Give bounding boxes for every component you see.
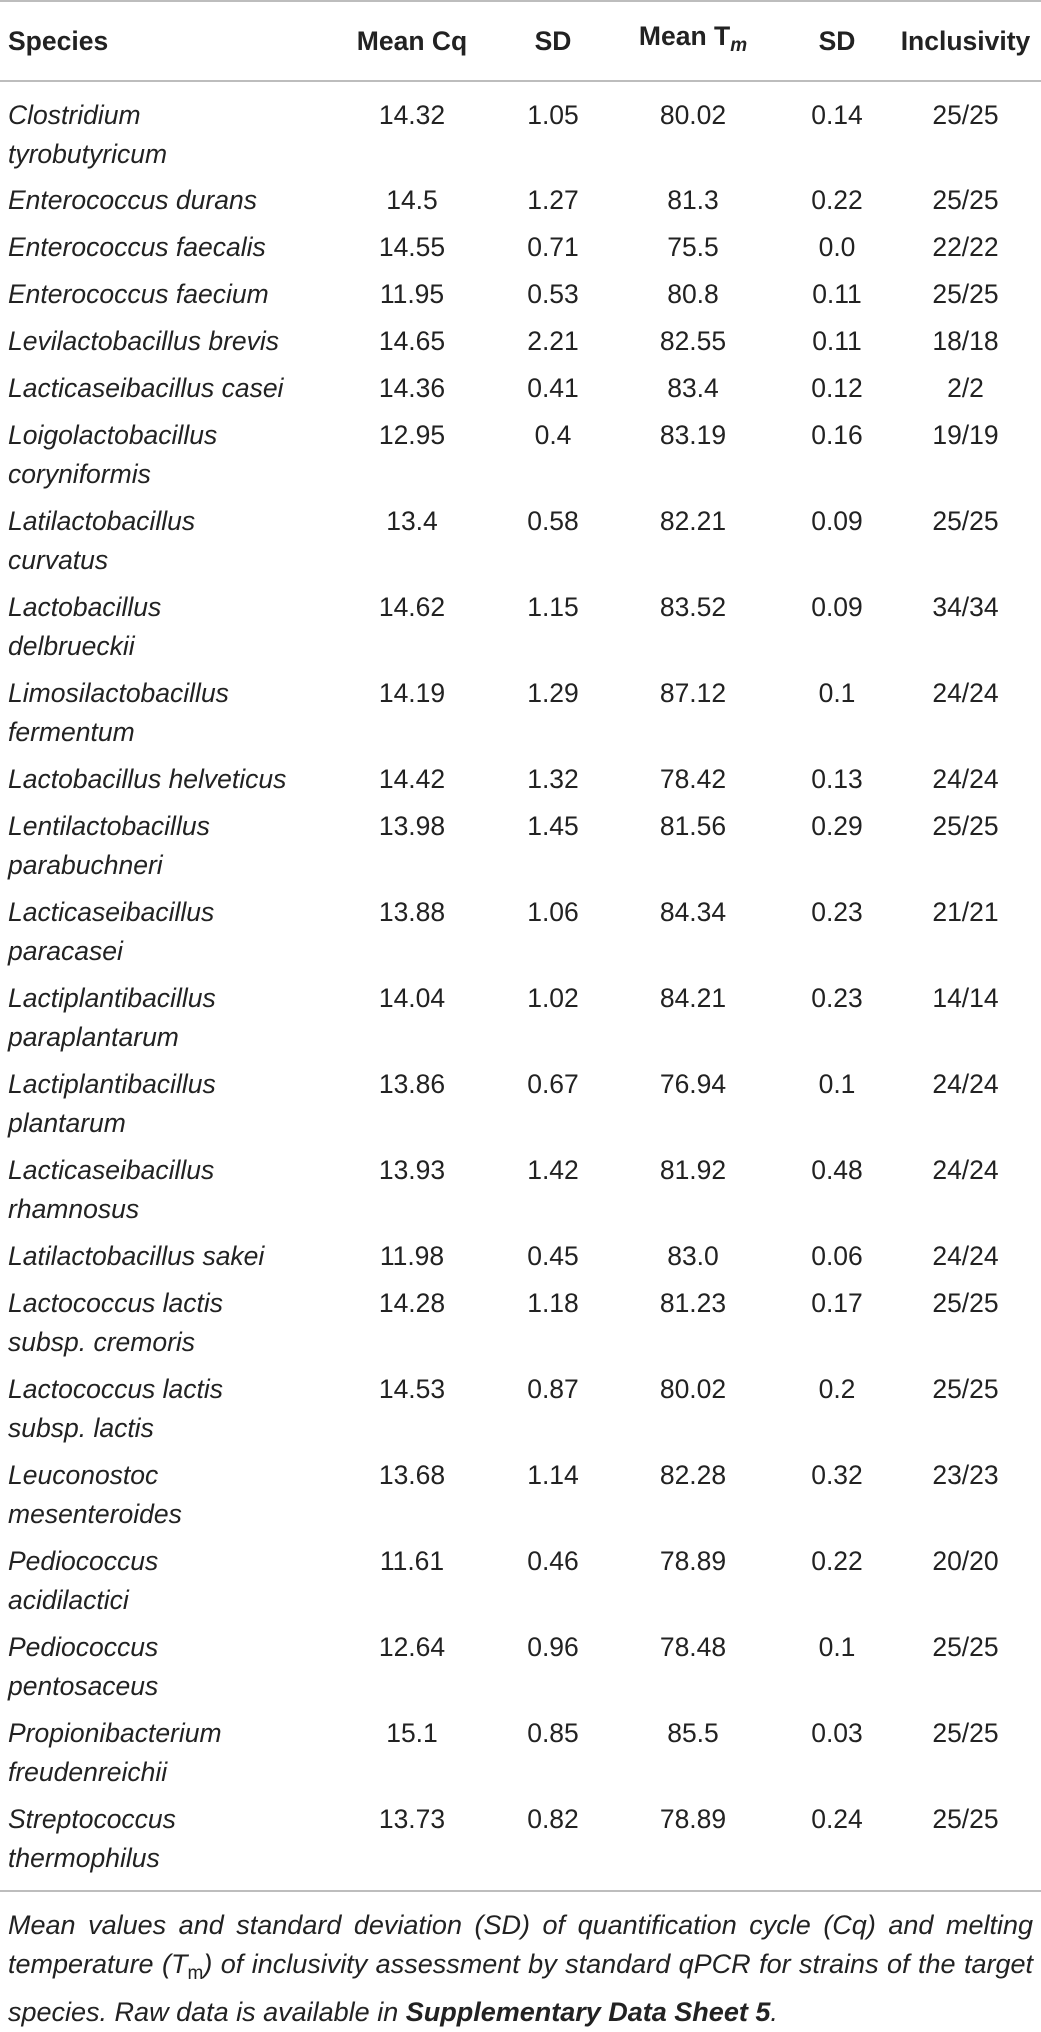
cell-inclusivity: 25/25 — [932, 506, 999, 536]
species-name-line2: subsp. lactis — [8, 1413, 154, 1443]
cell-sd-tm: 0.11 — [812, 279, 862, 309]
cell-inclusivity: 25/25 — [932, 1632, 999, 1662]
cell-species — [0, 1538, 320, 1624]
species-name-line1: Loigolactobacillus — [8, 420, 218, 450]
cell-mean-cq: 14.28 — [378, 1288, 446, 1318]
cell-species — [0, 756, 320, 803]
cell-mean-cq: 11.95 — [379, 279, 445, 309]
table-row — [0, 1452, 1041, 1538]
cell-mean-cq: 13.86 — [378, 1069, 446, 1099]
cell-species — [0, 1280, 320, 1366]
species-name-line1: Clostridium — [8, 100, 141, 130]
cell-sd-tm: 0.23 — [811, 897, 863, 927]
cell-species — [0, 1624, 320, 1710]
header-mean-tm-subscript: m — [730, 35, 748, 56]
cell-sd-tm: 0.1 — [818, 678, 856, 708]
header-mean-cq: Mean Cq — [320, 1, 504, 81]
cell-inclusivity: 25/25 — [932, 1718, 999, 1748]
cell-mean-cq: 15.1 — [386, 1718, 438, 1748]
cell-mean-cq: 14.5 — [386, 185, 438, 215]
table-row — [0, 81, 1041, 177]
cell-species — [0, 224, 320, 271]
cell-species — [0, 889, 320, 975]
cell-inclusivity: 19/19 — [932, 420, 999, 450]
species-name-line2: fermentum — [8, 717, 135, 747]
cell-mean-cq: 14.32 — [378, 100, 446, 130]
cell-sd-cq: 0.82 — [527, 1804, 579, 1834]
cell-inclusivity: 22/22 — [932, 232, 999, 262]
species-name-line1: Propionibacterium — [8, 1718, 222, 1748]
cell-inclusivity: 2/2 — [947, 373, 984, 403]
cell-inclusivity: 25/25 — [932, 1288, 999, 1318]
species-name-line1: Limosilactobacillus — [8, 678, 229, 708]
cell-inclusivity: 24/24 — [932, 1155, 999, 1185]
cell-sd-cq: 1.06 — [527, 897, 579, 927]
cell-sd-tm: 0.48 — [811, 1155, 863, 1185]
species-name-line2: rhamnosus — [8, 1194, 140, 1224]
cell-mean-cq: 14.36 — [378, 373, 446, 403]
cell-sd-tm: 0.1 — [818, 1632, 856, 1662]
cell-sd-tm: 0.22 — [811, 185, 863, 215]
footnote-subscript: m — [187, 1963, 204, 1984]
cell-mean-tm: 78.42 — [659, 764, 727, 794]
cell-mean-tm: 83.52 — [659, 592, 727, 622]
cell-inclusivity: 14/14 — [932, 983, 999, 1013]
species-name-line1: Latilactobacillus sakei — [8, 1241, 265, 1271]
species-name-line2: thermophilus — [8, 1843, 160, 1873]
cell-species — [0, 1061, 320, 1147]
species-name-line1: Enterococcus durans — [8, 185, 257, 215]
cell-sd-tm: 0.09 — [811, 592, 863, 622]
cell-mean-cq: 13.73 — [378, 1804, 446, 1834]
cell-mean-cq: 14.19 — [378, 678, 446, 708]
species-name-line2: tyrobutyricum — [8, 139, 168, 169]
cell-sd-tm: 0.13 — [811, 764, 863, 794]
cell-species — [0, 1147, 320, 1233]
cell-species — [0, 318, 320, 365]
cell-sd-tm: 0.29 — [811, 811, 863, 841]
cell-inclusivity: 24/24 — [932, 1241, 999, 1271]
cell-mean-cq: 13.93 — [378, 1155, 446, 1185]
table-row — [0, 412, 1041, 498]
cell-species — [0, 1710, 320, 1796]
cell-mean-tm: 82.55 — [659, 326, 727, 356]
cell-mean-tm: 80.8 — [667, 279, 719, 309]
species-name-line1: Lacticaseibacillus — [8, 1155, 215, 1185]
cell-mean-tm: 81.92 — [659, 1155, 727, 1185]
cell-species — [0, 975, 320, 1061]
species-name-line2: freudenreichii — [8, 1757, 168, 1787]
table-row — [0, 1366, 1041, 1452]
cell-sd-cq: 0.96 — [527, 1632, 579, 1662]
cell-sd-cq: 1.45 — [527, 811, 579, 841]
cell-sd-cq: 1.29 — [527, 678, 579, 708]
footnote-text-2: ) of inclusivity assessment by standard qPCR for strains of the target species. Raw data is available in — [8, 1949, 1033, 2027]
cell-sd-cq: 2.21 — [527, 326, 579, 356]
table-row — [0, 1624, 1041, 1710]
cell-species — [0, 670, 320, 756]
cell-mean-tm: 84.34 — [659, 897, 727, 927]
cell-inclusivity: 25/25 — [932, 1374, 999, 1404]
species-name-line1: Lactobacillus — [8, 592, 162, 622]
table-header — [0, 1, 1041, 81]
table-footnote — [0, 1890, 1041, 2032]
cell-mean-cq: 14.42 — [378, 764, 446, 794]
species-name-line2: pentosaceus — [8, 1671, 159, 1701]
table-row — [0, 224, 1041, 271]
cell-mean-cq: 14.53 — [378, 1374, 446, 1404]
table-row — [0, 889, 1041, 975]
species-name-line1: Enterococcus faecium — [8, 279, 269, 309]
cell-sd-tm: 0.11 — [812, 326, 862, 356]
cell-mean-tm: 83.0 — [667, 1241, 719, 1271]
cell-mean-tm: 78.89 — [659, 1804, 727, 1834]
cell-inclusivity: 25/25 — [932, 100, 999, 130]
cell-sd-tm: 0.2 — [818, 1374, 856, 1404]
table-row — [0, 584, 1041, 670]
species-name-line1: Lactococcus lactis — [8, 1288, 224, 1318]
cell-mean-tm: 76.94 — [659, 1069, 727, 1099]
species-name-line2: coryniformis — [8, 459, 151, 489]
cell-species — [0, 1452, 320, 1538]
table-row — [0, 318, 1041, 365]
cell-mean-tm: 85.5 — [667, 1718, 719, 1748]
cell-species — [0, 584, 320, 670]
species-name-line2: delbrueckii — [8, 631, 135, 661]
cell-mean-tm: 82.21 — [659, 506, 727, 536]
species-name-line1: Streptococcus — [8, 1804, 176, 1834]
table-row — [0, 498, 1041, 584]
cell-sd-tm: 0.23 — [811, 983, 863, 1013]
cell-species — [0, 177, 320, 224]
table-row — [0, 1710, 1041, 1796]
species-name-line1: Leuconostoc — [8, 1460, 159, 1490]
cell-inclusivity: 18/18 — [932, 326, 999, 356]
cell-sd-tm: 0.09 — [811, 506, 863, 536]
species-name-line1: Latilactobacillus — [8, 506, 196, 536]
cell-mean-cq: 13.98 — [378, 811, 446, 841]
species-name-line1: Levilactobacillus brevis — [8, 326, 280, 356]
cell-sd-cq: 1.05 — [527, 100, 579, 130]
cell-mean-tm: 81.3 — [667, 185, 719, 215]
cell-inclusivity: 24/24 — [932, 1069, 999, 1099]
species-name-line1: Enterococcus faecalis — [8, 232, 266, 262]
cell-mean-cq: 14.62 — [378, 592, 446, 622]
cell-sd-cq: 1.42 — [527, 1155, 579, 1185]
cell-sd-cq: 1.15 — [527, 592, 579, 622]
cell-mean-tm: 81.23 — [659, 1288, 727, 1318]
cell-sd-tm: 0.22 — [811, 1546, 863, 1576]
cell-mean-tm: 75.5 — [667, 232, 719, 262]
cell-sd-tm: 0.16 — [811, 420, 863, 450]
cell-species — [0, 1796, 320, 1882]
cell-mean-tm: 80.02 — [659, 1374, 727, 1404]
cell-sd-cq: 0.87 — [527, 1374, 579, 1404]
cell-mean-tm: 84.21 — [659, 983, 727, 1013]
header-mean-tm-label: Mean T — [638, 21, 731, 51]
cell-species — [0, 412, 320, 498]
cell-mean-cq: 14.55 — [378, 232, 446, 262]
species-name-line1: Lactococcus lactis — [8, 1374, 224, 1404]
header-row — [0, 1, 1041, 81]
species-name-line1: Lactiplantibacillus — [8, 1069, 216, 1099]
cell-species — [0, 81, 320, 177]
species-name-line1: Pediococcus — [8, 1546, 159, 1576]
cell-inclusivity: 25/25 — [932, 811, 999, 841]
cell-mean-tm: 81.56 — [659, 811, 727, 841]
table-row — [0, 1796, 1041, 1882]
cell-mean-cq: 12.95 — [378, 420, 446, 450]
cell-inclusivity: 25/25 — [932, 185, 999, 215]
cell-sd-tm: 0.14 — [811, 100, 863, 130]
species-name-line2: plantarum — [8, 1108, 126, 1138]
table-row — [0, 1061, 1041, 1147]
cell-mean-tm: 80.02 — [659, 100, 727, 130]
species-name-line2: parabuchneri — [8, 850, 163, 880]
cell-sd-tm: 0.24 — [811, 1804, 863, 1834]
species-name-line1: Lacticaseibacillus — [8, 897, 215, 927]
cell-inclusivity: 21/21 — [932, 897, 999, 927]
table-row — [0, 975, 1041, 1061]
table-row — [0, 1233, 1041, 1280]
cell-species — [0, 498, 320, 584]
cell-sd-tm: 0.0 — [818, 232, 856, 262]
species-name-line1: Lactiplantibacillus — [8, 983, 216, 1013]
cell-inclusivity: 25/25 — [932, 279, 999, 309]
cell-mean-cq: 14.65 — [378, 326, 446, 356]
cell-sd-cq: 0.53 — [527, 279, 579, 309]
species-name-line2: acidilactici — [8, 1585, 129, 1615]
cell-sd-cq: 0.46 — [527, 1546, 579, 1576]
cell-sd-tm: 0.06 — [811, 1241, 863, 1271]
cell-sd-cq: 0.4 — [534, 420, 572, 450]
species-name-line2: mesenteroides — [8, 1499, 182, 1529]
footnote-text-end: . — [770, 1997, 778, 2027]
header-species: Species — [0, 1, 320, 81]
cell-species — [0, 1366, 320, 1452]
cell-mean-tm: 78.48 — [659, 1632, 727, 1662]
footnote-data-sheet-reference: Supplementary Data Sheet 5 — [405, 1997, 771, 2027]
cell-sd-cq: 1.32 — [527, 764, 579, 794]
cell-sd-tm: 0.1 — [818, 1069, 856, 1099]
cell-mean-cq: 12.64 — [378, 1632, 446, 1662]
table-row — [0, 365, 1041, 412]
table-row — [0, 1280, 1041, 1366]
species-name-line2: subsp. cremoris — [8, 1327, 196, 1357]
cell-mean-cq: 14.04 — [378, 983, 446, 1013]
cell-inclusivity: 34/34 — [932, 592, 999, 622]
cell-mean-tm: 83.4 — [667, 373, 719, 403]
species-name-line1: Pediococcus — [8, 1632, 159, 1662]
cell-sd-cq: 0.85 — [527, 1718, 579, 1748]
header-sd-tm: SD — [784, 1, 890, 81]
header-inclusivity: Inclusivity — [890, 1, 1041, 81]
cell-sd-cq: 1.14 — [527, 1460, 579, 1490]
species-name-line2: curvatus — [8, 545, 109, 575]
cell-sd-cq: 0.45 — [527, 1241, 579, 1271]
cell-mean-tm: 82.28 — [659, 1460, 727, 1490]
cell-mean-cq: 11.61 — [379, 1546, 445, 1576]
cell-mean-cq: 13.88 — [378, 897, 446, 927]
species-name-line2: paracasei — [8, 936, 123, 966]
header-mean-tm — [602, 1, 784, 81]
cell-sd-cq: 1.18 — [527, 1288, 579, 1318]
cell-mean-cq: 11.98 — [379, 1241, 445, 1271]
cell-mean-tm: 78.89 — [659, 1546, 727, 1576]
cell-sd-tm: 0.12 — [811, 373, 863, 403]
cell-inclusivity: 20/20 — [932, 1546, 999, 1576]
species-name-line1: Lentilactobacillus — [8, 811, 210, 841]
cell-mean-cq: 13.68 — [378, 1460, 446, 1490]
table-row — [0, 177, 1041, 224]
table-row — [0, 670, 1041, 756]
cell-inclusivity: 24/24 — [932, 678, 999, 708]
species-name-line2: paraplantarum — [8, 1022, 179, 1052]
cell-mean-tm: 87.12 — [659, 678, 727, 708]
cell-sd-cq: 0.58 — [527, 506, 579, 536]
cell-mean-cq: 13.4 — [386, 506, 438, 536]
table-row — [0, 1538, 1041, 1624]
table-row — [0, 271, 1041, 318]
table-row — [0, 803, 1041, 889]
cell-sd-cq: 0.71 — [527, 232, 579, 262]
cell-sd-cq: 0.67 — [527, 1069, 579, 1099]
cell-sd-cq: 1.02 — [527, 983, 579, 1013]
cell-species — [0, 803, 320, 889]
cell-mean-tm: 83.19 — [659, 420, 727, 450]
table-body — [0, 81, 1041, 1882]
cell-inclusivity: 24/24 — [932, 764, 999, 794]
species-name-line1: Lacticaseibacillus casei — [8, 373, 284, 403]
cell-species — [0, 365, 320, 412]
cell-inclusivity: 23/23 — [932, 1460, 999, 1490]
species-name-line1: Lactobacillus helveticus — [8, 764, 287, 794]
footnote-text-1: Mean values and standard deviation (SD) of quantification cycle (Cq) and melting temperature (T — [8, 1910, 1033, 1979]
cell-sd-cq: 0.41 — [527, 373, 579, 403]
cell-species — [0, 1233, 320, 1280]
cell-species — [0, 271, 320, 318]
cell-sd-tm: 0.17 — [811, 1288, 863, 1318]
cell-sd-cq: 1.27 — [527, 185, 579, 215]
cell-sd-tm: 0.03 — [811, 1718, 863, 1748]
cell-inclusivity: 25/25 — [932, 1804, 999, 1834]
cell-sd-tm: 0.32 — [811, 1460, 863, 1490]
header-sd-cq: SD — [504, 1, 602, 81]
table-row — [0, 756, 1041, 803]
table-row — [0, 1147, 1041, 1233]
